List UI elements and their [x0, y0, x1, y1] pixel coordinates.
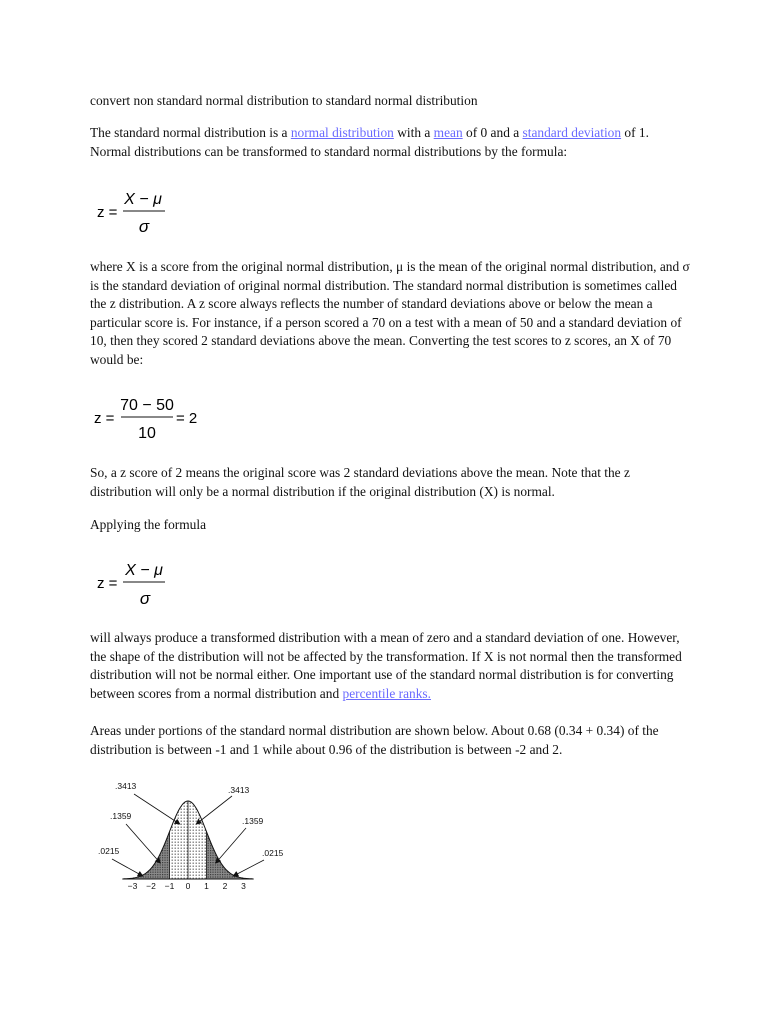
x-tick-label-4: 1 — [204, 881, 209, 891]
x-tick-label-0: −3 — [127, 881, 138, 891]
z-score-formula-repeat — [90, 558, 210, 614]
example-formula-lhs: z = — [94, 410, 115, 427]
intro-paragraph — [90, 124, 690, 161]
z-score-meaning-paragraph: So, a z score of 2 means the original score was 2 standard deviations above the mean. Note that the z distribution will only be a normal distribution if the original distribution (X) is normal. — [90, 465, 630, 499]
page-title: convert non standard normal distribution to standard normal distribution — [90, 93, 478, 108]
normal-distribution-link[interactable]: normal distribution — [290, 125, 394, 140]
intro-text-2: with a — [393, 125, 434, 140]
area-label-arrow-2 — [134, 794, 180, 824]
intro-text-1: The standard normal distribution is a — [90, 125, 291, 140]
formula3-denominator: σ — [139, 589, 151, 608]
area-region-2 — [170, 801, 189, 879]
area-label-arrow-1 — [126, 824, 160, 863]
area-label-0: .0215 — [98, 846, 120, 856]
example-z-formula — [90, 392, 250, 446]
x-tick-label-5: 2 — [222, 881, 228, 891]
chart-regions — [133, 801, 244, 879]
chart-tick-labels — [128, 881, 246, 891]
areas-paragraph: Areas under portions of the standard normal distribution are shown below. About 0.68 (0.34 + 0.34) of the distribution is between -1 and 1 while about 0.96 of the distribution is between -2 and 2. — [90, 723, 659, 757]
x-tick-label-1: −2 — [146, 881, 156, 891]
transformation-text: will always produce a transformed distribution with a mean of zero and a standard deviation of one. However, the shape of the distribution will not be affected by the transformation. If X is not normal then the transformed distribution will not be normal either. One important use of the standard normal distribution is for converting between scores from a normal distribution and — [90, 630, 682, 701]
intro-text-4: of 1. Normal distributions can be transformed to standard normal distributions by the formula: — [90, 125, 649, 159]
formula-denominator: σ — [138, 217, 150, 236]
explanation-paragraph: where X is a score from the original normal distribution, μ is the mean of the original normal distribution, and σ is the standard deviation of original normal distribution. The standard normal distribution is sometimes called the z distribution. A z score always reflects the number of standard deviations above or below the mean a particular score is. For instance, if a person scored a 70 on a test with a mean of 50 and a standard deviation of 10, then they scored 2 standard deviations above the mean. Converting the test scores to z scores, an X of 70 would be: — [90, 259, 690, 367]
z-score-formula — [90, 185, 210, 241]
standard-normal-chart — [90, 778, 300, 896]
area-region-3 — [188, 801, 207, 879]
formula-lhs: z = — [97, 204, 118, 221]
example-formula-denominator: 10 — [138, 425, 156, 442]
formula3-numerator: X − μ — [125, 562, 163, 579]
example-formula-numerator: 70 − 50 — [120, 397, 174, 414]
intro-text-3: of 0 and a — [462, 125, 523, 140]
area-label-3: .3413 — [228, 785, 250, 795]
standard-deviation-link[interactable]: standard deviation — [522, 125, 622, 140]
area-label-arrow-3 — [196, 796, 232, 824]
area-label-2: .3413 — [115, 781, 137, 791]
applying-formula-heading: Applying the formula — [90, 517, 207, 532]
area-label-1: .1359 — [110, 811, 132, 821]
example-formula-result: = 2 — [176, 410, 198, 427]
mean-link[interactable]: mean — [433, 125, 463, 140]
area-label-arrow-4 — [216, 828, 246, 863]
area-label-5: .0215 — [262, 848, 284, 858]
transformation-paragraph — [90, 629, 690, 703]
area-label-arrow-5 — [233, 860, 264, 876]
percentile-ranks-link[interactable]: percentile ranks. — [342, 685, 431, 701]
area-label-arrow-0 — [112, 859, 143, 876]
formula-numerator: X − μ — [124, 191, 162, 208]
x-tick-label-2: −1 — [164, 881, 175, 891]
formula3-lhs: z = — [97, 575, 118, 592]
x-tick-label-6: 3 — [241, 881, 246, 891]
area-label-4: .1359 — [242, 816, 264, 826]
x-tick-label-3: 0 — [185, 881, 191, 891]
